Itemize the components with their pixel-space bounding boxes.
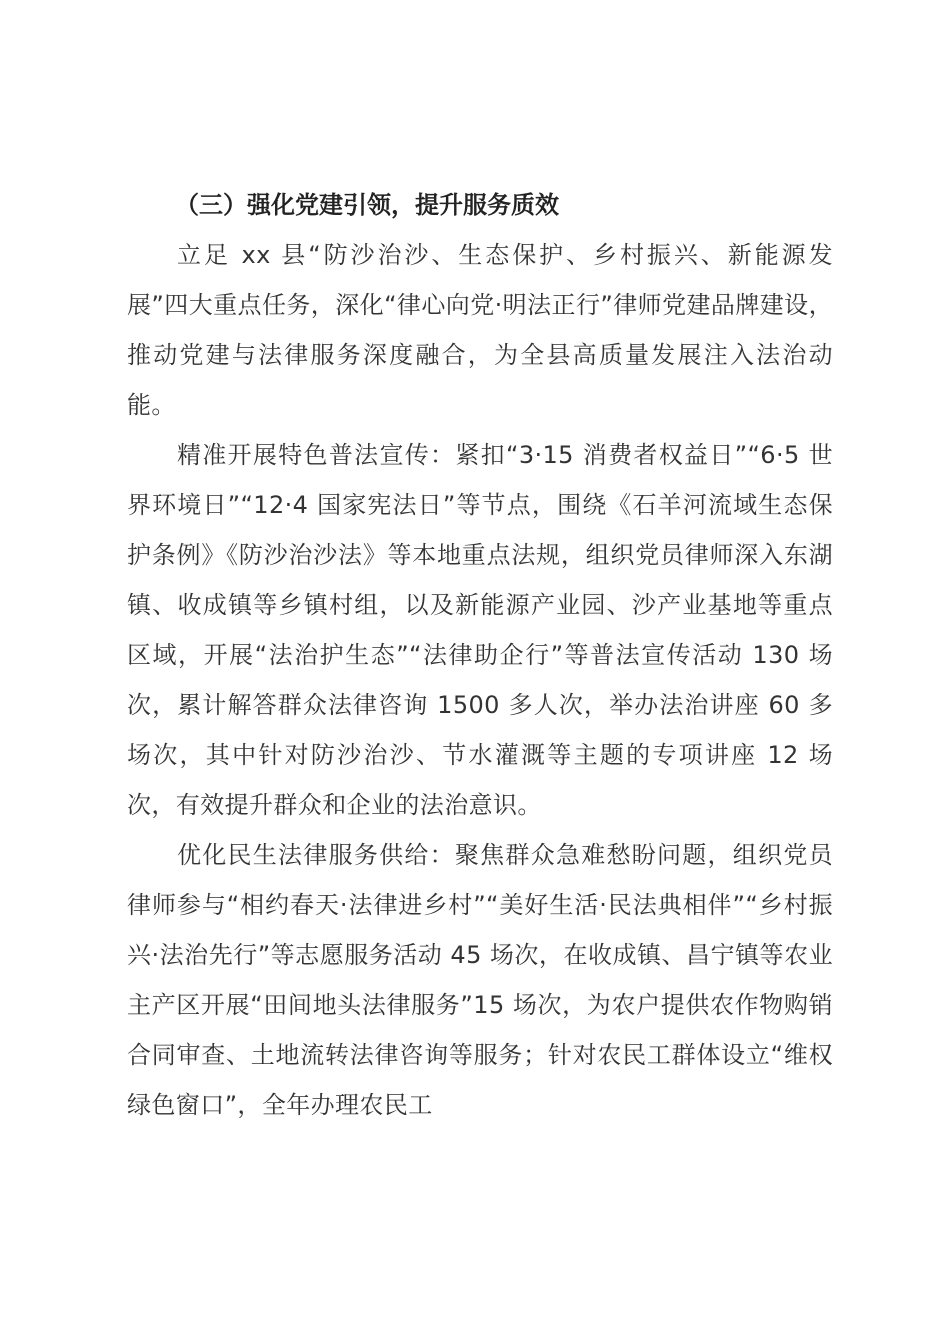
- paragraph-legal-publicity: 精准开展特色普法宣传：紧扣“3·15 消费者权益日”“6·5 世界环境日”“12·4 国家宪法日”等节点，围绕《石羊河流域生态保护条例》《防沙治沙法》等本地重点法规，组织党员律师深入东湖镇、收成镇等乡镇村组，以及新能源产业园、沙产业基地等重点区域，开展“法治护生态”“法律助企行”等普法宣传活动 130 场次，累计解答群众法律咨询 1500 多人次，举办法治讲座 60 多场次，其中针对防沙治沙、节水灌溉等主题的专项讲座 12 场次，有效提升群众和企业的法治意识。: [127, 441, 833, 819]
- document-page: [127, 180, 833, 1130]
- paragraph-intro: 立足 xx 县“防沙治沙、生态保护、乡村振兴、新能源发展”四大重点任务，深化“律心向党·明法正行”律师党建品牌建设，推动党建与法律服务深度融合，为全县高质量发展注入法治动能。: [127, 241, 833, 419]
- paragraph-legal-services: 优化民生法律服务供给：聚焦群众急难愁盼问题，组织党员律师参与“相约春天·法律进乡村”“美好生活·民法典相伴”“乡村振兴·法治先行”等志愿服务活动 45 场次，在收成镇、昌宁镇等农业主产区开展“田间地头法律服务”15 场次，为农户提供农作物购销合同审查、土地流转法律咨询等服务；针对农民工群体设立“维权绿色窗口”，全年办理农民工: [127, 841, 833, 1119]
- section-heading: （三）强化党建引领，提升服务质效: [175, 191, 559, 219]
